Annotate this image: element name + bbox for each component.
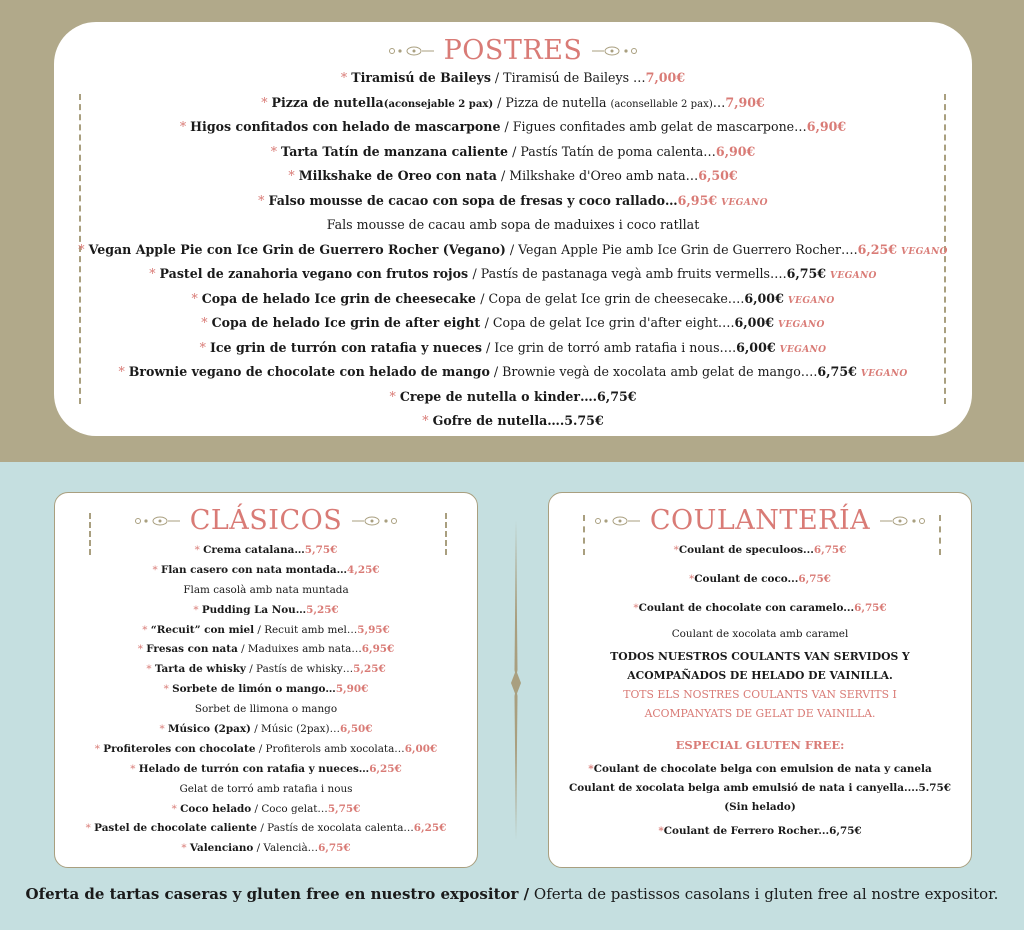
coulanteria-card [548,492,972,868]
vegan-badge: VEGANO [787,294,835,306]
gf-line-2: Coulant de xocolata belga amb emulsió de nata i canyella....5.75€ [568,782,951,794]
coulant-list [549,541,971,841]
item-translation: / Pastís de pastanaga vegà amb fruits vermells…. [472,266,787,281]
list-item: *Coulant de chocolate con caramelo...6,75€ [633,602,887,614]
asterisk-icon: * [149,266,160,281]
ornament-right-icon [352,514,398,528]
list-item [54,385,972,410]
item-name: Falso mousse de cacao con sopa de fresas y coco rallado… [268,192,678,208]
asterisk-icon: * [179,119,191,134]
coulanteria-title: COULANTERÍA [649,505,871,536]
asterisk-icon: * [118,364,129,379]
item-price: 6,00€ [734,315,774,330]
gluten-free-title: ESPECIAL GLUTEN FREE: [675,738,845,752]
item-name: Sorbete de limón o mango… [172,683,336,696]
item-translation: / Valencià… [253,842,319,855]
item-price: 5,75€ [327,802,361,815]
item-translation: / Músic (2pax)… [250,723,340,736]
item-translation: / Pastís de whisky… [245,663,354,676]
item-name: Coulant de speculoos... [678,544,814,556]
asterisk-icon: * [85,822,95,835]
asterisk-icon: * [201,315,212,330]
list-item [54,140,972,165]
item-name: Coco helado [180,802,252,815]
gf-line-1: *Coulant de chocolate belga con emulsion de nata y canela [588,763,932,775]
item-translation: / Copa de gelat Ice grin d'after eight…. [484,315,735,330]
list-item: Gelat de torró amb ratafia i nous [179,782,353,795]
list-item [54,238,972,263]
item-price: 6,95€ [361,643,395,656]
item-translation-note: (aconsellable 2 pax) [610,98,713,110]
ornament-left-icon [388,44,434,58]
list-item [54,360,972,385]
item-name: Fresas con nata [146,643,238,656]
list-item [54,262,972,287]
list-item [55,760,477,780]
item-price: 6,00€ [736,339,776,355]
item-price: 7,90€ [725,94,765,110]
list-item [55,561,477,581]
ornament-left-icon [134,514,180,528]
asterisk-icon: * [78,241,89,257]
list-item [54,287,972,312]
gf-text: Coulant de chocolate belga con emulsion de nata y canela [593,763,932,775]
list-item [55,660,477,680]
note-ca-line-2: ACOMPANYATS DE GELAT DE VAINILLA. [644,707,876,720]
gf-text: Coulant de Ferrero Rocher...6,75€ [663,825,862,837]
item-price: 6,75€ [813,544,847,556]
item-name: Crema catalana… [203,544,305,556]
item-price: 6,00€ [744,290,784,306]
item-note: (aconsejable 2 pax) [383,98,494,110]
item-translation: / Vegan Apple Pie amb Ice Grin de Guerrero Rocher…. [505,241,858,257]
item-name: Milkshake de Oreo con nata [298,168,497,183]
item-translation: / Milkshake d'Oreo amb nata… [496,168,699,183]
item-price: 6,00€ [404,742,438,755]
item-price: 5,95€ [357,623,390,636]
coulanteria-header [549,505,971,536]
item-price: 5,25€ [353,663,386,676]
asterisk-icon: * [258,192,269,208]
item-name: Coulant de coco... [694,573,799,585]
ornament-right-icon [592,44,638,58]
item-translation: / Ice grin de torró amb ratafia i nous…. [481,339,737,355]
item-name: Gofre de nutella….5.75€ [432,413,604,428]
vegan-badge: VEGANO [779,343,827,355]
item-name: “Recuit” con miel [150,623,255,636]
gf-line-3: (Sin helado) [724,801,796,813]
list-item [55,720,477,740]
list-item: *Coulant de coco...6,75€ [689,573,831,585]
asterisk-icon: * [146,663,155,676]
footer-note [0,885,1024,903]
list-item [54,189,972,214]
ornament-right-icon [880,514,926,528]
item-price: 6,25€ [369,762,402,775]
asterisk-icon: * [422,413,433,428]
vegan-badge: VEGANO [901,245,948,257]
asterisk-icon: * [288,168,299,183]
item-price: 6,75€ [817,364,857,379]
list-item [55,740,477,760]
diamond-divider-icon [510,520,522,840]
item-price: 6,95€ [677,192,718,208]
clasicos-header [55,505,477,536]
postres-card [54,22,972,436]
item-name: Profiteroles con chocolate [103,742,256,755]
asterisk-icon: * [193,603,202,616]
asterisk-icon: * [159,723,168,736]
postres-header [54,35,972,66]
list-item [54,336,972,361]
asterisk-icon: * [152,563,161,576]
list-item: Flam casolà amb nata muntada [183,583,349,596]
item-translation: / Coco gelat… [251,802,328,815]
item-price: 5,90€ [335,683,369,696]
item-translation: / Pastís Tatín de poma calenta… [508,143,716,159]
list-item: Sorbet de llimona o mango [194,703,338,716]
asterisk-icon: * [181,842,190,855]
list-item [55,819,477,839]
item-name: Pudding La Nou… [201,603,307,616]
item-translation: Coulant de xocolata amb caramel [671,628,849,640]
item-name: Helado de turrón con ratafia y nueces… [138,762,370,775]
clasicos-card [54,492,478,868]
item-price: 6,75€ [798,573,831,585]
item-price: 7,00€ [645,70,686,85]
list-item [54,409,972,434]
asterisk-icon: * [171,802,181,815]
asterisk-icon: * [261,94,272,110]
list-item [54,164,972,189]
item-price: 6,75€ [786,266,827,281]
vegan-badge: VEGANO [860,368,908,379]
note-ca-line-1: TOTS ELS NOSTRES COULANTS VAN SERVITS I [623,688,897,701]
list-item [55,680,477,700]
item-name: Valenciano [189,842,254,855]
list-item [55,541,477,561]
item-price: 6,50€ [339,723,373,736]
item-price: 6,25€ [413,822,447,835]
item-name: Pizza de nutella [271,94,384,110]
footer-normal: Oferta de pastissos casolans i gluten free al nostre expositor. [529,885,999,903]
ornament-left-icon [594,514,640,528]
item-ellipsis: … [712,94,726,110]
list-item [54,311,972,336]
asterisk-icon: * [340,70,352,85]
asterisk-icon: * [130,762,139,775]
item-price: 6,90€ [806,119,847,134]
asterisk-icon: * [163,683,173,696]
item-name: Tarta Tatín de manzana caliente [281,143,509,159]
item-translation: / Maduixes amb nata… [237,643,362,656]
gf-line-4: *Coulant de Ferrero Rocher...6,75€ [658,825,862,837]
item-name: Flan casero con nata montada… [160,563,347,576]
item-name: Ice grin de turrón con ratafia y nueces [209,339,482,355]
list-item [55,839,477,859]
asterisk-icon: * [137,643,147,656]
note-es-line-2: ACOMPAÑADOS DE HELADO DE VAINILLA. [627,669,893,682]
item-price: 5,25€ [306,603,339,616]
asterisk-icon: * [199,339,210,355]
item-name: Copa de helado Ice grin de after eight [211,315,485,330]
item-translation: / Brownie vegà de xocolata amb gelat de mango…. [489,364,818,379]
asterisk-icon: * [191,290,202,306]
item-name: Higos confitados con helado de mascarpone [190,119,501,134]
note-es-line-1: TODOS NUESTROS COULANTS VAN SERVIDOS Y [610,650,910,663]
clasicos-list [55,541,477,859]
item-translation: / Profiterols amb xocolata… [255,742,405,755]
item-name: Crepe de nutella o kinder….6,75€ [399,388,637,404]
item-name: Pastel de zanahoria vegano con frutos rojos [159,266,473,281]
item-price: 4,25€ [347,563,380,576]
item-price: 5,75€ [304,544,338,556]
list-item [54,91,972,116]
list-item [55,621,477,641]
item-translation: / Copa de gelat Ice grin de cheesecake…. [480,290,745,306]
vegan-badge: VEGANO [777,319,825,330]
postres-title: POSTRES [443,35,583,66]
list-item: *Coulant de speculoos...6,75€ [673,544,847,556]
list-item [55,601,477,621]
item-price: 6,75€ [854,602,887,614]
item-translation: / Pizza de nutella [493,94,611,110]
asterisk-icon: * [142,623,151,636]
item-price: 6,75€ [318,842,351,855]
postres-list [54,66,972,434]
asterisk-icon: * [270,143,282,159]
asterisk-icon: * [389,388,400,404]
vegan-badge: VEGANO [830,270,877,281]
item-translation: / Recuit amb mel… [254,623,358,636]
list-item [55,640,477,660]
item-name: Brownie vegano de chocolate con helado de mango [128,364,490,379]
clasicos-title: CLÁSICOS [189,505,343,536]
vegan-badge: VEGANO [721,196,768,208]
item-price: 6,50€ [698,168,738,183]
asterisk-icon: * [94,742,104,755]
list-item: Fals mousse de cacau amb sopa de maduixes i coco ratllat [326,217,700,232]
item-translation: / Pastís de xocolata calenta… [257,822,414,835]
item-name: Vegan Apple Pie con Ice Grin de Guerrero Rocher (Vegano) [88,241,506,257]
item-translation: / Tiramisú de Baileys … [490,70,646,85]
item-name: Coulant de chocolate con caramelo... [638,602,855,614]
footer-bold: Oferta de tartas caseras y gluten free en nuestro expositor / [25,885,530,903]
list-item [54,66,972,91]
item-name: Pastel de chocolate caliente [94,822,258,835]
item-name: Tarta de whisky [154,663,246,676]
asterisk-icon: * [194,544,204,556]
list-item [55,800,477,820]
item-name: Tiramisú de Baileys [351,70,491,85]
list-item [54,115,972,140]
item-translation: / Figues confitades amb gelat de mascarpone… [500,119,807,134]
item-name: Músico (2pax) [167,723,251,736]
item-price: 6,25€ [857,241,898,257]
item-price: 6,90€ [715,143,756,159]
item-name: Copa de helado Ice grin de cheesecake [201,290,481,306]
